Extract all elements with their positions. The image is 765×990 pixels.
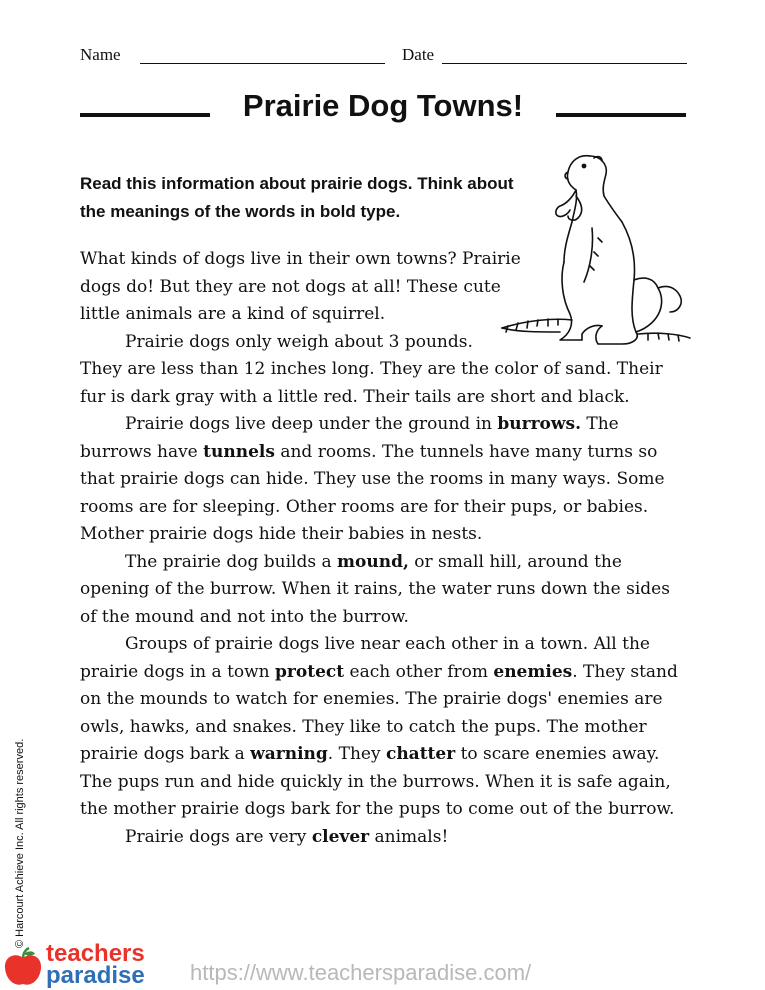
p3-text-a: Prairie dogs live deep under the ground in: [125, 414, 498, 434]
paragraph-3: [80, 411, 680, 549]
p1-line-3: little animals are a kind of squirrel.: [80, 304, 386, 324]
bold-word-protect: protect: [275, 661, 345, 682]
p4-text-b: or small hill, around the opening of the burrow. When it rains, the water runs down the sides of the mound and not into the burrow.: [80, 551, 670, 627]
p1-line-2: dogs do! But they are not dogs at all! These cute: [80, 276, 501, 297]
body-text: [80, 246, 680, 851]
logo-line-2: paradise: [46, 962, 145, 989]
name-line[interactable]: [140, 63, 385, 64]
page-title: Prairie Dog Towns!: [242, 88, 524, 123]
p6-text-b: animals!: [369, 826, 449, 847]
apple-icon: [2, 946, 44, 988]
paragraph-4: [80, 549, 680, 632]
p5-text-c: . They stand on the mounds to watch for enemies. The prairie dogs' enemies are owls, hawks, and snakes. They like to catch the pups. The mother prairie dogs bark a: [80, 661, 678, 764]
p5-text-b: each other from: [344, 661, 494, 682]
title-rule-right: [556, 113, 686, 117]
bold-word-warning: warning: [250, 744, 328, 764]
name-date-header: [80, 45, 690, 69]
paragraph-5: [80, 631, 680, 824]
p4-text-a: The prairie dog builds a: [125, 551, 338, 572]
title-block: [80, 88, 686, 132]
p5-text-e: to scare enemies away. The pups run and hide quickly in the burrows. When it is safe again, the mother prairie dogs bark for the pups to come out of the burrow.: [80, 744, 675, 819]
p3-text-c: and rooms. The tunnels have many turns so that prairie dogs can hide. They use the rooms in many ways. Some rooms are for sleeping. Other rooms are for their pups, or babies. Mother prairie dogs hide their babies in nests.: [80, 441, 665, 544]
paragraph-2: [80, 329, 680, 412]
teachers-paradise-logo[interactable]: [2, 938, 162, 988]
copyright-notice: © Harcourt Achieve Inc. All rights reserved.: [14, 738, 26, 948]
date-label: Date: [402, 45, 435, 64]
date-line[interactable]: [442, 63, 687, 64]
p5-text-d: . They: [327, 744, 386, 764]
name-label: Name: [80, 45, 121, 64]
bold-word-burrows: burrows.: [497, 414, 581, 434]
paragraph-1: [80, 246, 680, 329]
bold-word-enemies: enemies: [493, 661, 573, 682]
bold-word-chatter: chatter: [385, 744, 456, 764]
logo-line-1: teachers: [46, 940, 145, 967]
p3-text-b: The burrows have: [80, 414, 619, 462]
p2-line-1: Prairie dogs only weigh about 3 pounds.: [125, 331, 473, 352]
bold-word-mound: mound,: [337, 551, 409, 572]
website-url[interactable]: https://www.teachersparadise.com/: [190, 960, 532, 985]
paragraph-6: [80, 824, 680, 852]
p1-line-1: What kinds of dogs live in their own towns? Prairie: [80, 249, 521, 269]
instructions: Read this information about prairie dogs. Think about the meanings of the words in bold type.: [80, 174, 514, 221]
bold-word-clever: clever: [311, 826, 370, 847]
bold-word-tunnels: tunnels: [203, 441, 275, 462]
p5-text-a: Groups of prairie dogs live near each other in a town. All the prairie dogs in a town: [80, 634, 650, 682]
p2-rest: They are less than 12 inches long. They are the color of sand. Their fur is dark gray with a little red. Their tails are short and black.: [80, 359, 663, 407]
p6-text-a: Prairie dogs are very: [125, 826, 312, 847]
